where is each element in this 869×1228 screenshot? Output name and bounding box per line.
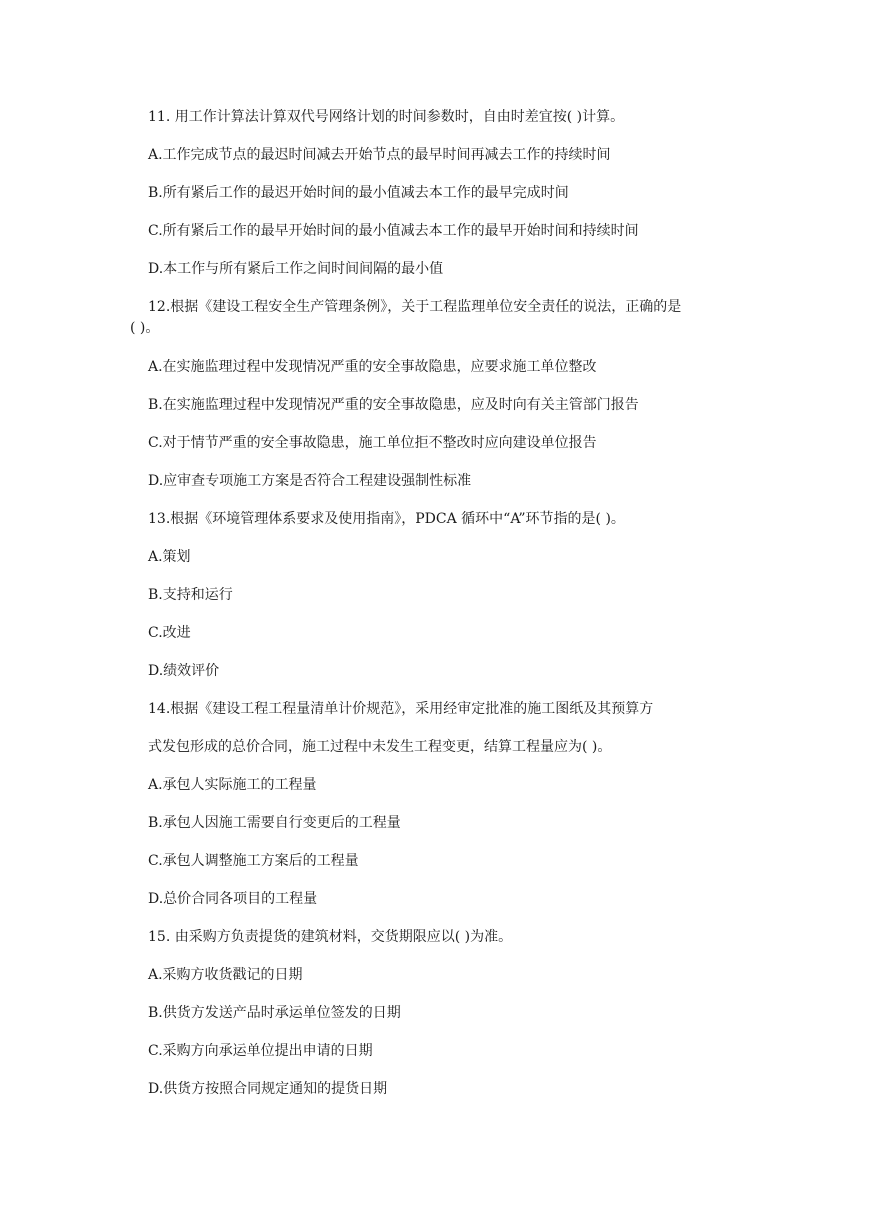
question-13-stem: 13.根据《环境管理体系要求及使用指南》，PDCA 循环中“A”环节指的是( )。 xyxy=(148,511,625,527)
question-14-option-b: B.承包人因施工需要自行变更后的工程量 xyxy=(148,815,401,831)
question-13-option-d: D.绩效评价 xyxy=(148,663,220,679)
question-14-stem: 14.根据《建设工程工程量清单计价规范》，采用经审定批准的施工图纸及其预算方 xyxy=(148,701,654,717)
question-12-option-a: A.在实施监理过程中发现情况严重的安全事故隐患，应要求施工单位整改 xyxy=(148,359,597,375)
question-11-stem: 11. 用工作计算法计算双代号网络计划的时间参数时，自由时差宜按( )计算。 xyxy=(148,109,625,125)
question-11-option-a: A.工作完成节点的最迟时间减去开始节点的最早时间再减去工作的持续时间 xyxy=(148,147,611,163)
question-15-option-c: C.采购方向承运单位提出申请的日期 xyxy=(148,1043,373,1059)
question-14-stem-continuation: 式发包形成的总价合同，施工过程中未发生工程变更，结算工程量应为( )。 xyxy=(148,739,612,755)
question-11-option-d: D.本工作与所有紧后工作之间时间间隔的最小值 xyxy=(148,261,444,277)
question-15-option-b: B.供货方发送产品时承运单位签发的日期 xyxy=(148,1005,401,1021)
question-13-option-b: B.支持和运行 xyxy=(148,587,233,603)
question-12-option-c: C.对于情节严重的安全事故隐患，施工单位拒不整改时应向建设单位报告 xyxy=(148,435,597,451)
question-11-option-b: B.所有紧后工作的最迟开始时间的最小值减去本工作的最早完成时间 xyxy=(148,185,569,201)
question-13-option-a: A.策划 xyxy=(148,549,191,565)
question-14-option-a: A.承包人实际施工的工程量 xyxy=(148,777,317,793)
question-12-option-b: B.在实施监理过程中发现情况严重的安全事故隐患，应及时向有关主管部门报告 xyxy=(148,397,639,413)
question-15-option-d: D.供货方按照合同规定通知的提货日期 xyxy=(148,1081,388,1097)
question-12-stem-continuation: ( )。 xyxy=(130,320,160,336)
question-15-option-a: A.采购方收货戳记的日期 xyxy=(148,967,303,983)
question-15-stem: 15. 由采购方负责提货的建筑材料，交货期限应以( )为准。 xyxy=(148,929,513,945)
question-12-stem: 12.根据《建设工程安全生产管理条例》，关于工程监理单位安全责任的说法，正确的是 xyxy=(148,299,682,315)
question-11-option-c: C.所有紧后工作的最早开始时间的最小值减去本工作的最早开始时间和持续时间 xyxy=(148,223,639,239)
question-12-option-d: D.应审查专项施工方案是否符合工程建设强制性标准 xyxy=(148,473,472,489)
question-14-option-c: C.承包人调整施工方案后的工程量 xyxy=(148,853,359,869)
question-13-option-c: C.改进 xyxy=(148,625,191,641)
question-14-option-d: D.总价合同各项目的工程量 xyxy=(148,891,318,907)
